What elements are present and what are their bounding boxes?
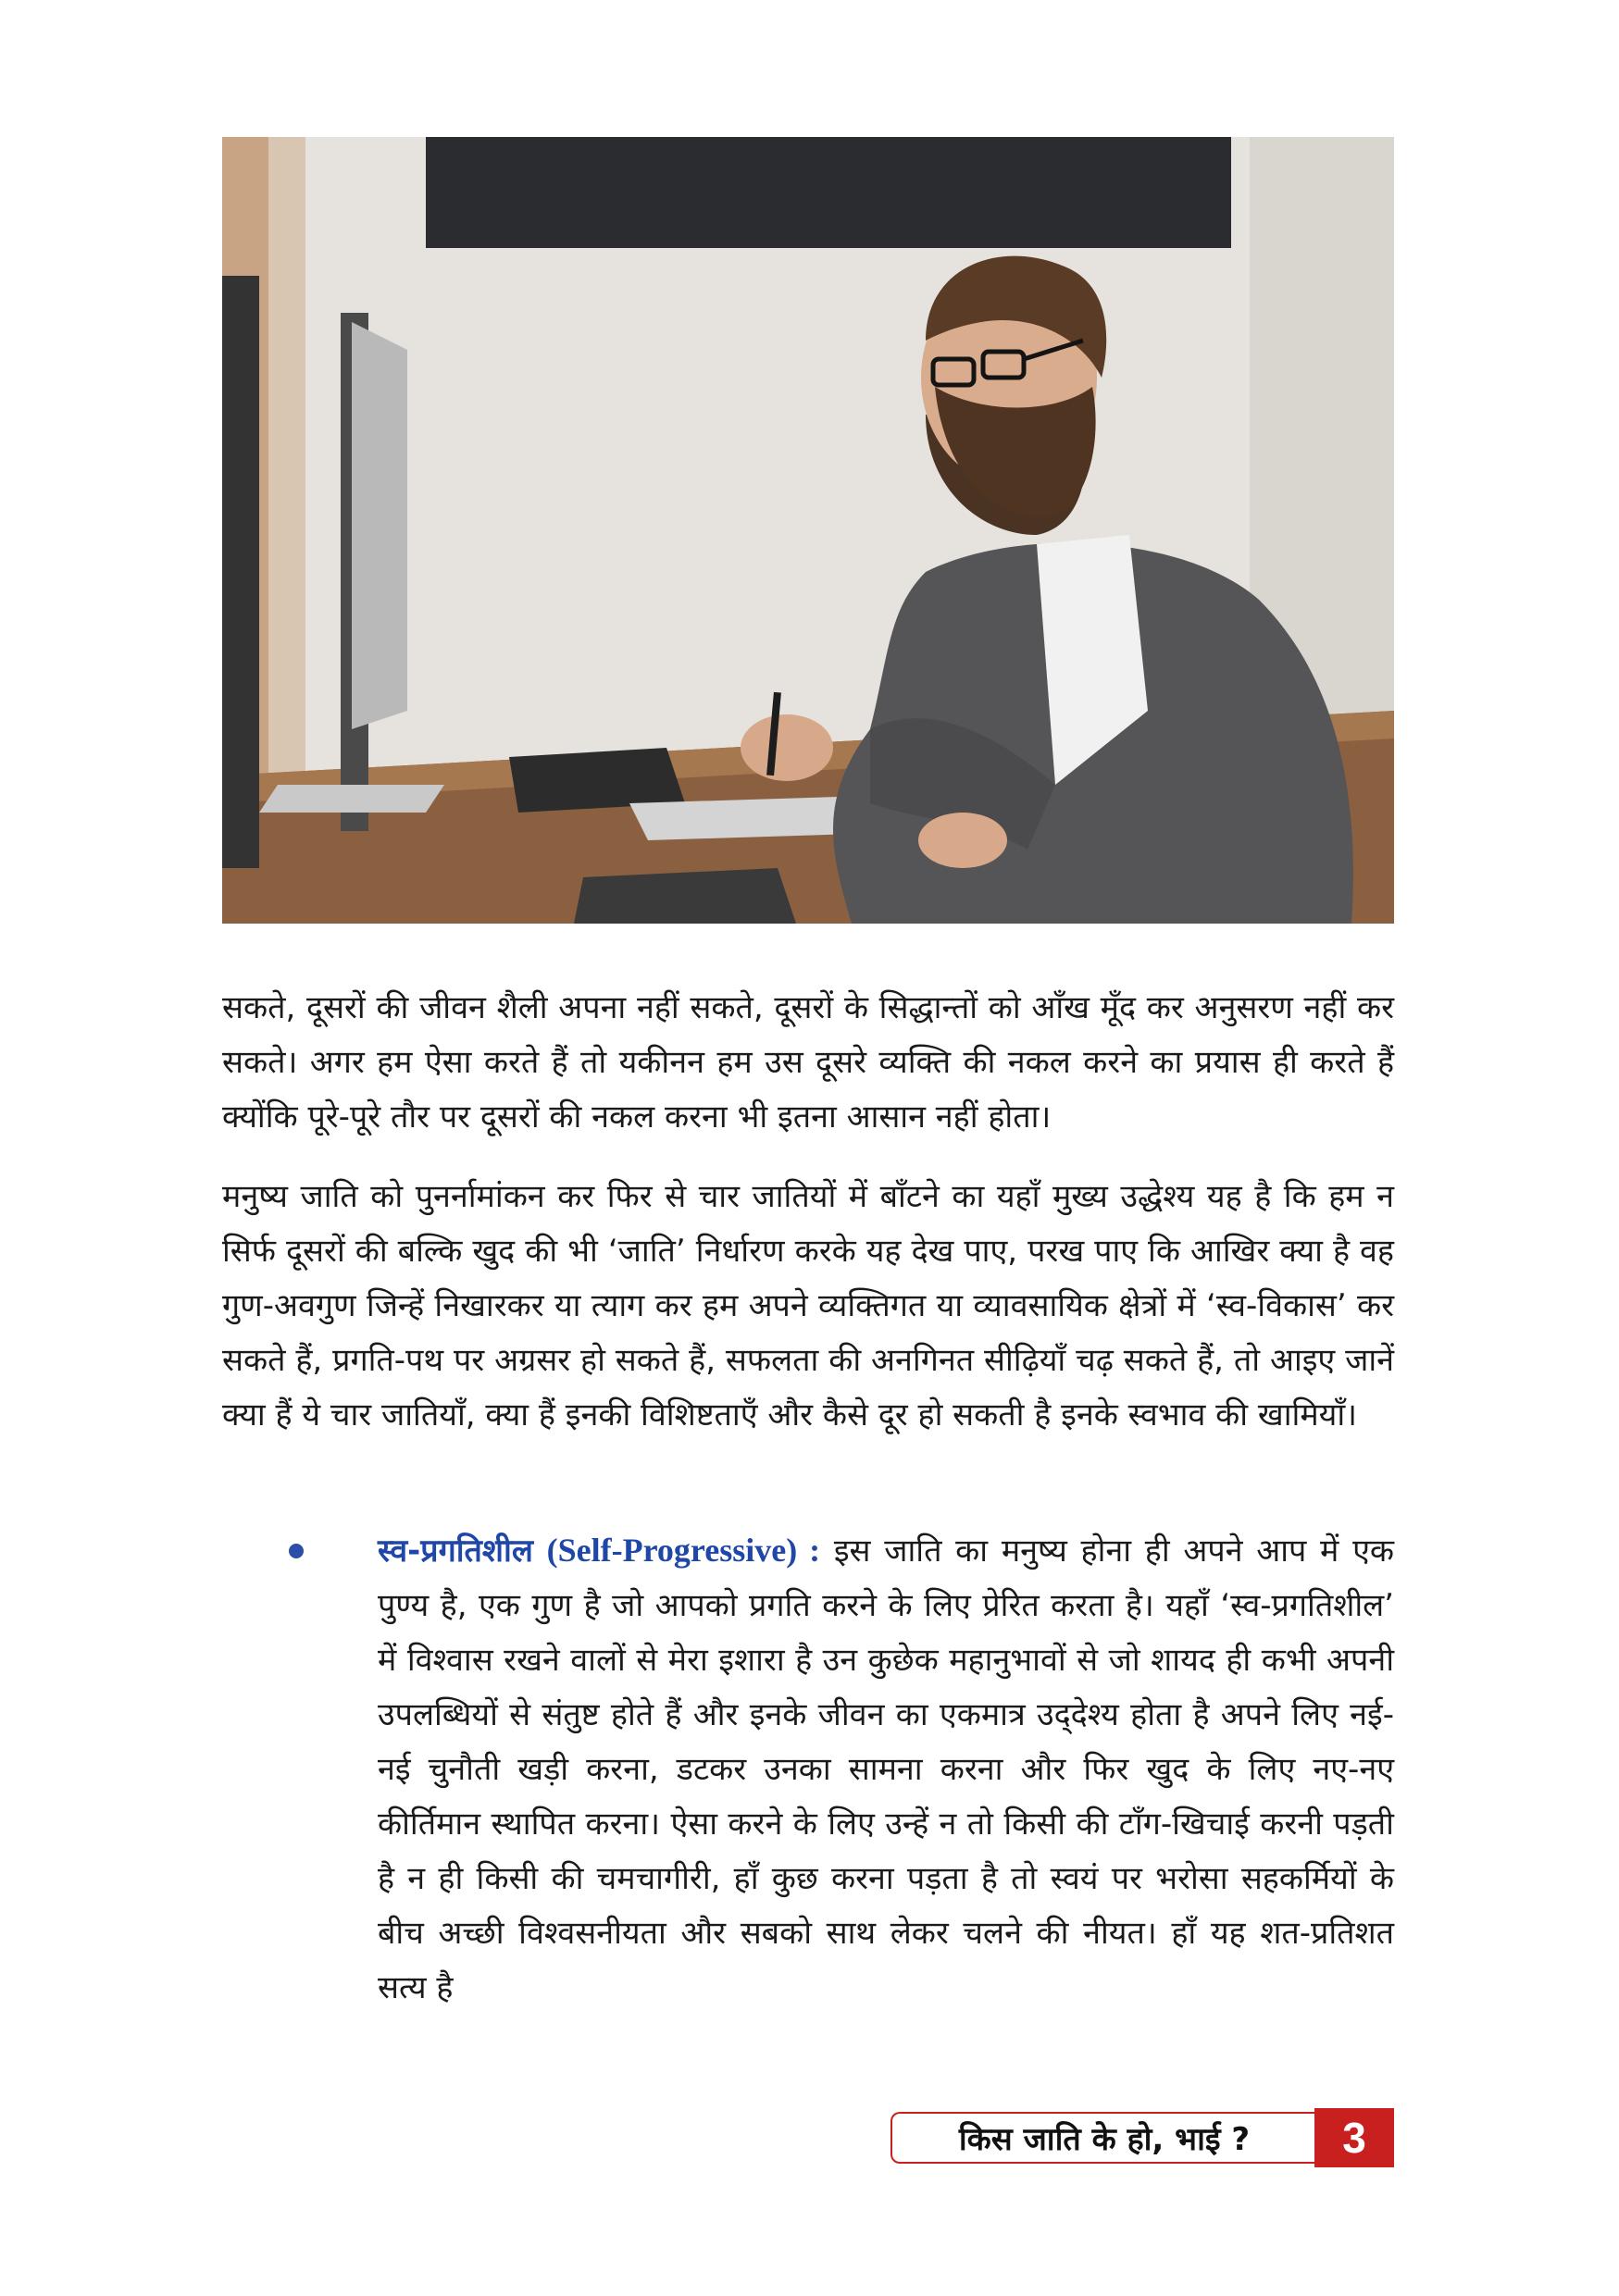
- bullet-dot-icon: [289, 1544, 304, 1558]
- paragraph-2: मनुष्य जाति को पुनर्नामांकन कर फिर से चार जातियों में बाँटने का यहाँ मुख्य उद्धेश्य यह है कि हम न सिर्फ दूसरों की बल्कि खुद की भी ‘जाति’ निर्धारण करके यह देख पाए, परख पाए कि आखिर क्या है वह गुण-अवगुण जिन्हें निखारकर या त्याग कर हम अपने व्यक्तिगत या व्यावसायिक क्षेत्रों में ‘स्व-विकास’ कर सकते हैं, प्रगति-पथ पर अग्रसर हो सकते हैं, सफलता की अनगिनत सीढ़ियाँ चढ़ सकते हैं, तो आइए जानें क्या हैं ये चार जातियाँ, क्या हैं इनकी विशिष्टताएँ और कैसे दूर हो सकती है इनके स्वभाव की खामियाँ।: [222, 1178, 1394, 1433]
- paragraph-1: सकते, दूसरों की जीवन शैली अपना नहीं सकते, दूसरों के सिद्धान्तों को आँख मूँद कर अनुसरण नहीं कर सकते। अगर हम ऐसा करते हैं तो यकीनन हम उस दूसरे व्यक्ति की नकल करने का प्रयास ही करते हैं क्योंकि पूरे-पूरे तौर पर दूसरों की नकल करना भी इतना आसान नहीं होता।: [222, 989, 1394, 1136]
- bullet-term-hindi: स्व-प्रगतिशील: [378, 1533, 533, 1570]
- bullet-body-text: इस जाति का मनुष्य होना ही अपने आप में एक पुण्य है, एक गुण है जो आपको प्रगति करने के लिए प्रेरित करता है। यहाँ ‘स्व-प्रगतिशील’ में विश्वास रखने वालों से मेरा इशारा है उन कुछेक महानुभावों से जो शायद ही कभी अपनी उपलब्धियों से संतुष्ट होते हैं और इनके जीवन का एकमात्र उद्‌देश्य होता है अपने लिए नई-नई चुनौती खड़ी करना, डटकर उनका सामना करना और फिर खुद के लिए नए-नए कीर्तिमान स्थापित करना। ऐसा करने के लिए उन्हें न तो किसी की टाँग-खिचाई करनी पड़ती है न ही किसी की चमचागीरी, हाँ कुछ करना पड़ता है तो स्वयं पर भरोसा सहकर्मियों के बीच अच्छी विश्वसनीयता और सबको साथ लेकर चलने की नीयत। हाँ यह शत-प्रतिशत सत्य है: [378, 1533, 1394, 2006]
- bullet-item-self-progressive: [378, 1523, 1394, 2016]
- photo-illustration: [222, 137, 1394, 924]
- footer-book-title: किस जाति के हो, भाई ?: [890, 2112, 1316, 2164]
- man-at-desk-photo: [222, 137, 1394, 924]
- page-number: 3: [1314, 2108, 1394, 2167]
- bullet-term-english: (Self-Progressive) :: [546, 1532, 821, 1569]
